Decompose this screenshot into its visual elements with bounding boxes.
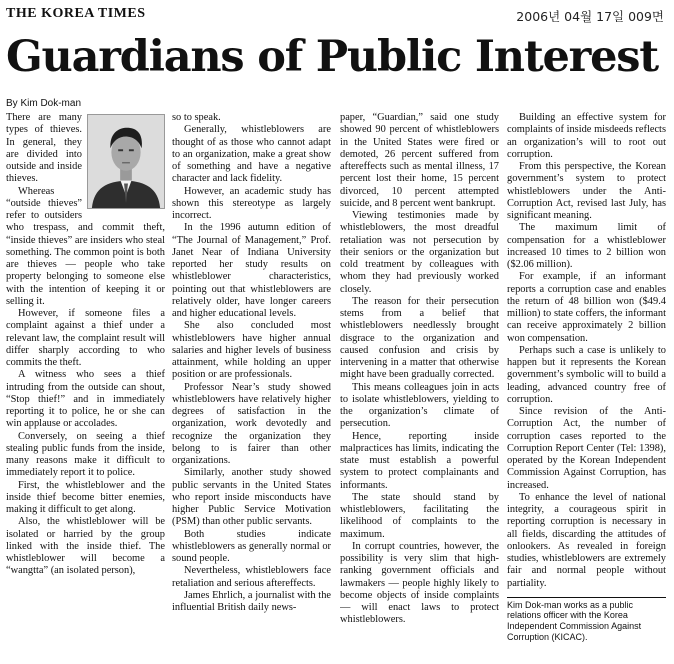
paragraph: However, an academic study has shown this stereotype as largely incorrect. xyxy=(172,185,331,221)
paragraph: For example, if an informant reports a corruption case and enables the return of 48 billion won ($49.4 million) to state coffers, the informant can receive approximately 2 billion won compensation. xyxy=(507,271,666,344)
paragraph: Both studies indicate whistleblowers as generally normal or sound people. xyxy=(172,528,331,564)
article-column-4 xyxy=(507,112,666,662)
paragraph: To enhance the level of national integrity, a courageous spirit in reporting corruption is necessary in all fields, discarding the attitudes of onlookers. As revealed in foreign studies, whistleblowers are extremely fair and normal people without partiality. xyxy=(507,491,666,589)
paragraph: However, if someone files a complaint against a thief under a relevant law, the complaint result will differ sharply according to who commits the theft. xyxy=(6,308,165,368)
paragraph: The state should stand by whistleblowers, facilitating the likelihood of complaints to the maximum. xyxy=(340,491,499,540)
paragraph: Whereas “outside thieves” refer to outsiders who trespass, and commit theft, “inside thieves” are insiders who steal something. The common point is both are thieves — people who take property belonging to someone else with the intention of keeping it or selling it. xyxy=(6,185,165,307)
dateline: 2006년 04월 17일 009면 xyxy=(516,9,664,24)
author-bio: Kim Dok-man works as a public relations officer with the Korea Independent Commission Against Corruption (KICAC). xyxy=(507,597,666,642)
paragraph: From this perspective, the Korean government’s system to protect whistleblowers under the Anti-Corruption Act, revised last July, has significant meaning. xyxy=(507,161,666,221)
paragraph: Since revision of the Anti-Corruption Act, the number of corruption cases reported to the Corruption Report Center (Tel: 1398), operated by the Korean Independent Commission Against Corruption, has increased. xyxy=(507,406,666,491)
paragraph: First, the whistleblower and the inside thief become bitter enemies, making it difficult to get along. xyxy=(6,479,165,515)
article-column-1 xyxy=(6,112,165,662)
paragraph: Also, the whistleblower will be isolated or harried by the group linked with the inside thief. The whistleblower will become a “wangtta” (an isolated person), xyxy=(6,516,165,577)
paragraph: In the 1996 autumn edition of “The Journal of Management,” Prof. Janet Near of Indiana University reported her study results on whistleblower characteristics, pointing out that whistleblowers are relatively older, have longer careers and higher educational levels. xyxy=(172,222,331,319)
masthead xyxy=(6,4,668,24)
article-column-2 xyxy=(172,112,331,662)
paragraph: paper, “Guardian,” said one study showed 90 percent of whistleblowers in the United States were fired or demoted, 26 percent suffered from aftereffects such as mental illness, 17 percent lost their home, 15 percent divorced, 10 percent attempted suicide, and 8 percent went bankrupt. xyxy=(340,112,499,209)
paragraph: Generally, whistleblowers are thought of as those who cannot adapt to an organization, make a great show of something and have a negative character and lack fidelity. xyxy=(172,124,331,185)
newspaper-name: THE KOREA TIMES xyxy=(6,6,146,21)
paragraph: James Ehrlich, a journalist with the influential British daily news- xyxy=(172,589,331,613)
paragraph: The maximum limit of compensation for a whistleblower increased 10 times to 2 billion won ($2.06 million). xyxy=(507,222,666,270)
byline: By Kim Dok-man xyxy=(6,98,82,109)
paragraph: This means colleagues join in acts to isolate whistleblowers, yielding to the organization’s climate of persecution. xyxy=(340,381,499,430)
paragraph: There are many types of thieves. In general, they are divided into outside and inside thieves. xyxy=(6,112,82,185)
author-portrait-icon xyxy=(87,114,165,209)
paragraph: Similarly, another study showed public servants in the United States who report inside misconducts have higher Public Service Motivation (PSM) than other public servants. xyxy=(172,467,331,528)
paragraph: Conversely, on seeing a thief stealing public funds from the inside, many reasons make it difficult to immediately report it to police. xyxy=(6,430,165,479)
paragraph: Viewing testimonies made by whistleblowers, the most dreadful retaliation was not persecution by their seniors or the organization but cold treatment by colleagues with whom they had previously worked closely. xyxy=(340,210,499,295)
paragraph: The reason for their persecution stems from a belief that whistleblowers needlessly brought disgrace to the organization and caused confusion and crisis by intervening in a matter that otherwise might have been gradually corrected. xyxy=(340,295,499,381)
paragraph: Hence, reporting inside malpractices has limits, indicating the state must establish a powerful system to protect complainants and informants. xyxy=(340,430,499,491)
paragraph: so to speak. xyxy=(172,112,221,123)
paragraph: A witness who sees a thief intruding from the outside can shout, “Stop thief!” and in immediately reporting it to police, he or she can win applause or accolades. xyxy=(6,369,165,430)
article-column-3 xyxy=(340,112,499,662)
paragraph: Perhaps such a case is unlikely to happen but it represents the Korean government’s symbolic will to build a leading, advanced country free of corruption. xyxy=(507,344,666,405)
paragraph: Professor Near’s study showed whistleblowers have relatively higher degrees of satisfaction in the organization, work devotedly and recognize the organization they belong to is fairer than other organizations. xyxy=(172,381,331,466)
paragraph: Building an effective system for complaints of inside misdeeds reflects an organization’s will to root out corruption. xyxy=(507,112,666,160)
paragraph: In corrupt countries, however, the possibility is very slim that high-ranking government officials and lawmakers — people highly likely to become objects of inside complaints — will enact laws to protect whistleblowers. xyxy=(340,540,499,626)
paragraph: She also concluded most whistleblowers have higher annual salaries and higher levels of business attainment, while holding an upper position or are professionals. xyxy=(172,320,331,381)
headline: Guardians of Public Interest xyxy=(6,32,658,82)
paragraph: Nevertheless, whistleblowers face retaliation and serious aftereffects. xyxy=(172,565,331,589)
